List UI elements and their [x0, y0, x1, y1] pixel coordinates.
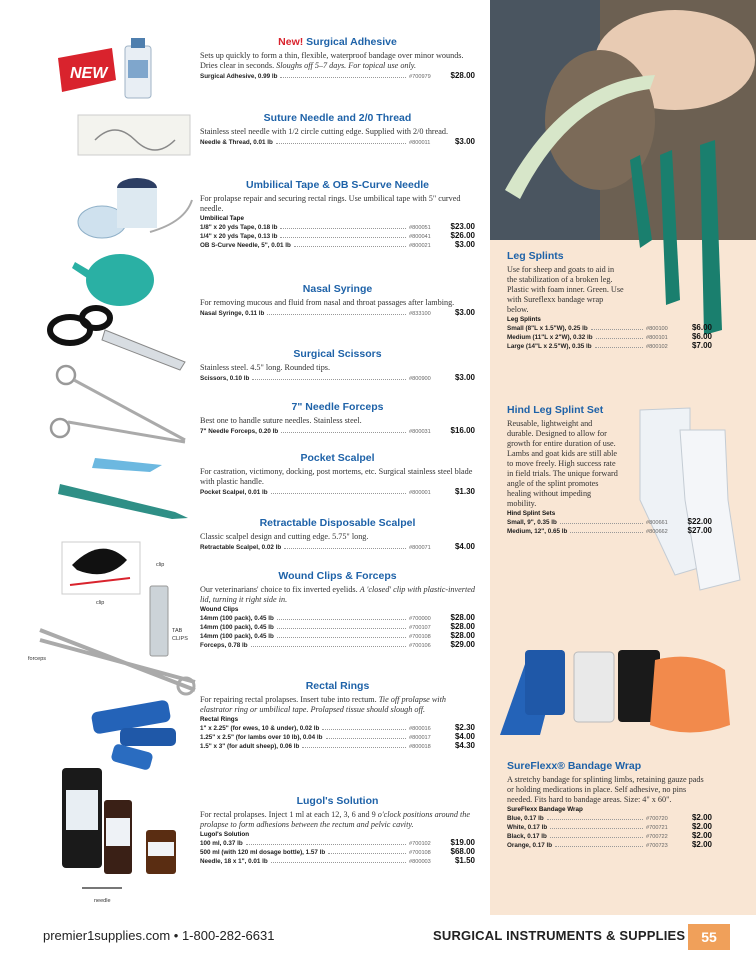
section-needle-forceps	[200, 401, 475, 435]
product-row: Surgical Adhesive, 0.99 lb #700979 $28.00	[200, 71, 475, 80]
product-row: 100 ml, 0.37 lb #700102 $19.00	[200, 838, 475, 847]
product-row: Small, 9", 0.35 lb #800661 $22.00	[507, 517, 712, 526]
footer-category: SURGICAL INSTRUMENTS & SUPPLIES	[433, 928, 686, 943]
section-suture	[200, 112, 475, 146]
product-row: OB S-Curve Needle, 5", 0.01 lb #800021 $3.00	[200, 240, 475, 249]
section-rectal-rings	[200, 680, 475, 750]
product-row: Medium, 12", 0.65 lb #800662 $27.00	[507, 526, 712, 535]
product-row: Black, 0.17 lb #700722 $2.00	[507, 831, 712, 840]
tab-clips-label: CLIPS	[172, 636, 188, 642]
page-number: 55	[688, 924, 730, 950]
product-row: Forceps, 0.78 lb #700106 $29.00	[200, 640, 475, 649]
product-row: Large (14"L x 2.5"W), 0.35 lb #800102 $7.00	[507, 341, 712, 350]
product-row: 500 ml (with 120 ml dosage bottle), 1.57 lb #700108 $68.00	[200, 847, 475, 856]
section-desc: For rectal prolapses. Inject 1 ml at each 12, 3, 6 and 9 o'clock positions around the prolapse to form adhesions between the rectum and pelvic cavity.	[200, 810, 470, 829]
product-row: Orange, 0.17 lb #700723 $2.00	[507, 840, 712, 849]
product-row: Pocket Scalpel, 0.01 lb #800001 $1.30	[200, 487, 475, 496]
section-sureflexx	[507, 760, 712, 849]
section-hind-leg-splint	[507, 404, 712, 535]
clip-label-mid: clip	[96, 600, 105, 606]
section-title: 7" Needle Forceps	[291, 401, 384, 413]
new-badge-text: NEW	[70, 65, 108, 82]
section-desc: Reusable, lightweight and durable. Designed to allow for growth for entire duration of use. Lambs and goat kids are still able to move freely. High success rate in field trials. The unique forward angle of the splint promotes healing without impeding mobility.	[507, 419, 618, 508]
clip-label-top: clip	[156, 562, 165, 568]
section-leg-splints	[507, 250, 712, 350]
product-row: 14mm (100 pack), 0.45 lb #700107 $28.00	[200, 622, 475, 631]
product-row: 7" Needle Forceps, 0.20 lb #800031 $16.00	[200, 426, 475, 435]
subhead: Umbilical Tape	[200, 215, 244, 222]
subhead: Leg Splints	[507, 316, 541, 323]
subhead: SureFlexx Bandage Wrap	[507, 806, 583, 813]
section-desc: For castration, victimony, docking, post mortems, etc. Surgical stainless steel blade with plastic handle.	[200, 467, 473, 486]
section-desc: Best one to handle suture needles. Stainless steel.	[200, 416, 362, 425]
page-footer	[0, 915, 756, 960]
forceps-label: forceps	[28, 656, 47, 662]
section-title: Rectal Rings	[305, 680, 370, 692]
section-desc: Stainless steel. 4.5" long. Rounded tips.	[200, 363, 331, 372]
product-row: Small (8"L x 1.5"W), 0.25 lb #800100 $6.00	[507, 323, 712, 332]
section-title: Pocket Scalpel	[300, 452, 375, 464]
product-row: 1" x 2.25" (for ewes, 10 & under), 0.02 lb #800016 $2.30	[200, 723, 475, 732]
product-row: White, 0.17 lb #700721 $2.00	[507, 822, 712, 831]
section-title: Retractable Disposable Scalpel	[259, 517, 416, 529]
section-title: Wound Clips & Forceps	[278, 570, 397, 582]
section-title: Nasal Syringe	[302, 283, 373, 295]
subhead: Rectal Rings	[200, 716, 239, 723]
product-row: Nasal Syringe, 0.11 lb #833100 $3.00	[200, 308, 475, 317]
footer-website[interactable]: premier1supplies.com • 1-800-282-6631	[43, 928, 275, 943]
section-desc: Classic scalpel design and cutting edge. 5.75" long.	[200, 532, 369, 541]
needle-label: needle	[94, 898, 111, 904]
subhead: Wound Clips	[200, 606, 239, 613]
product-row: Blue, 0.17 lb #700720 $2.00	[507, 813, 712, 822]
section-title: Surgical Scissors	[293, 348, 382, 360]
section-pocket-scalpel	[200, 452, 475, 496]
section-desc: For prolapse repair and securing rectal rings. Use umbilical tape with 5" curved needle.	[200, 194, 461, 213]
product-row: Needle & Thread, 0.01 lb #800011 $3.00	[200, 137, 475, 146]
section-desc: Stainless steel needle with 1/2 circle cutting edge. Supplied with 2/0 thread.	[200, 127, 449, 136]
section-desc: For removing mucous and fluid from nasal and throat passages after lambing.	[200, 298, 455, 307]
section-umbilical	[200, 179, 475, 249]
product-row: 14mm (100 pack), 0.45 lb #700108 $28.00	[200, 631, 475, 640]
section-surgical-adhesive	[200, 36, 475, 80]
section-title: Umbilical Tape & OB S-Curve Needle	[245, 179, 430, 191]
section-wound-clips	[200, 570, 475, 649]
section-title: Leg Splints	[507, 250, 564, 262]
product-row: Needle, 18 x 1", 0.01 lb #800003 $1.50	[200, 856, 475, 865]
product-row: Medium (11"L x 2"W), 0.32 lb #800101 $6.00	[507, 332, 712, 341]
product-row: 1/4" x 20 yds Tape, 0.13 lb #800041 $26.00	[200, 231, 475, 240]
section-title: Suture Needle and 2/0 Thread	[263, 112, 412, 124]
section-title: Lugol's Solution	[296, 795, 379, 807]
section-retractable-scalpel	[200, 517, 475, 551]
product-row: 14mm (100 pack), 0.45 lb #700000 $28.00	[200, 613, 475, 622]
subhead: Hind Splint Sets	[507, 510, 556, 517]
section-desc: Use for sheep and goats to aid in the stabilization of a broken leg. Plastic with foam inner. Green. Use with Sureflexx bandage wrap below.	[507, 265, 624, 314]
new-badge	[58, 48, 116, 92]
product-row: 1.25" x 2.5" (for lambs over 10 lb), 0.04 lb #800017 $4.00	[200, 732, 475, 741]
section-lugols-solution	[200, 795, 475, 865]
section-title: Hind Leg Splint Set	[507, 404, 604, 416]
section-surgical-scissors	[200, 348, 475, 382]
section-nasal-syringe	[200, 283, 475, 317]
section-desc: Sets up quickly to form a thin, flexible, waterproof bandage over minor wounds. Dries clear in seconds. Sloughs off 5–7 days. For topical use only.	[200, 51, 464, 70]
section-title: New! Surgical Adhesive	[278, 36, 397, 48]
product-illustrations	[0, 0, 200, 915]
product-row: Scissors, 0.10 lb #800900 $3.00	[200, 373, 475, 382]
section-desc: A stretchy bandage for splinting limbs, retaining gauze pads or holding medications in place. Self adhesive, no pins needed. Fits hard to bandage areas. Size: 4" x 60".	[507, 775, 704, 804]
section-desc: For repairing rectal prolapses. Insert tube into rectum. Tie off prolapse with elastrator ring or umbilical tape. Prolapsed tissue should slough off.	[200, 695, 446, 714]
section-desc: Our veterinarians' choice to fix inverted eyelids. A 'closed' clip with plastic-inverted lid, turning it right side in.	[200, 585, 475, 604]
product-row: 1/8" x 20 yds Tape, 0.18 lb #800051 $23.00	[200, 222, 475, 231]
tab-label: TAB	[172, 628, 183, 634]
product-row: Retractable Scalpel, 0.02 lb #800071 $4.00	[200, 542, 475, 551]
section-title: SureFlexx® Bandage Wrap	[507, 760, 642, 772]
product-row: 1.5" x 3" (for adult sheep), 0.06 lb #800018 $4.30	[200, 741, 475, 750]
subhead: Lugol's Solution	[200, 831, 250, 838]
